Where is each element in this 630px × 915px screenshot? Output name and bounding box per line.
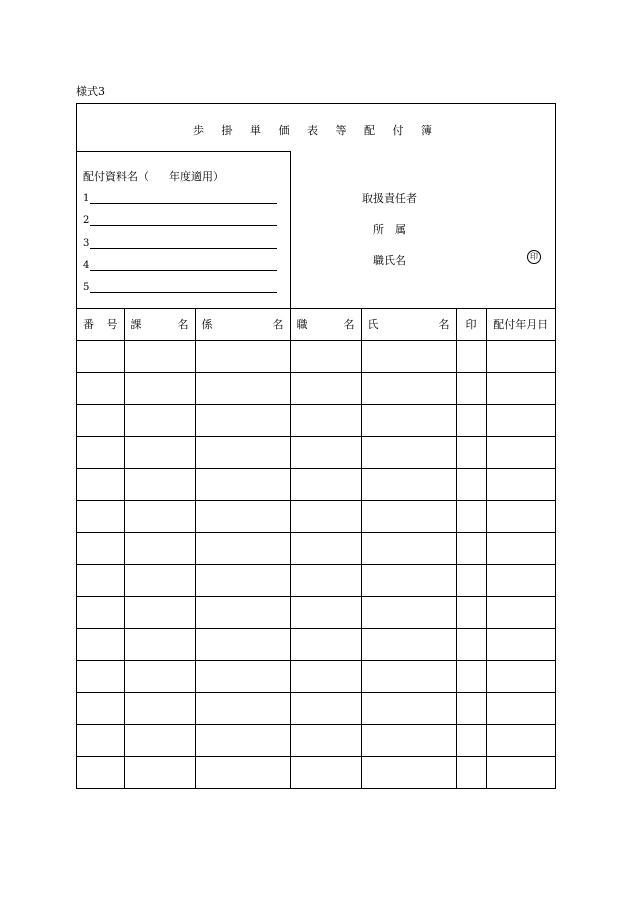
table-cell[interactable] (124, 437, 195, 469)
table-cell[interactable] (124, 725, 195, 757)
table-cell[interactable] (456, 405, 486, 437)
form-frame (76, 103, 556, 789)
document-title: 歩 掛 単 価 表 等 配 付 簿 (193, 124, 439, 137)
table-cell[interactable] (486, 565, 555, 597)
table-cell[interactable] (124, 693, 195, 725)
material-line-number: 3 (83, 238, 90, 249)
table-cell[interactable] (456, 629, 486, 661)
table-cell[interactable] (77, 341, 124, 373)
table-cell[interactable] (77, 533, 124, 565)
table-row (77, 501, 555, 533)
table-cell[interactable] (290, 405, 361, 437)
column-header-section: 課 名 (124, 308, 195, 341)
table-cell[interactable] (77, 661, 124, 693)
material-line-4[interactable] (83, 257, 277, 271)
table-cell[interactable] (486, 373, 555, 405)
distribution-register-table (77, 308, 555, 788)
table-cell[interactable] (124, 597, 195, 629)
table-cell[interactable] (77, 437, 124, 469)
table-row (77, 373, 555, 405)
table-cell[interactable] (456, 757, 486, 789)
table-cell[interactable] (361, 341, 456, 373)
table-row (77, 693, 555, 725)
table-cell[interactable] (124, 469, 195, 501)
table-row (77, 629, 555, 661)
column-header-unit: 係 名 (195, 308, 290, 341)
table-cell[interactable] (77, 565, 124, 597)
table-header-row (77, 308, 555, 341)
table-cell[interactable] (456, 501, 486, 533)
table-cell[interactable] (195, 341, 290, 373)
table-row (77, 565, 555, 597)
material-line-3[interactable] (83, 235, 277, 249)
table-cell[interactable] (486, 437, 555, 469)
table-cell[interactable] (456, 437, 486, 469)
table-cell[interactable] (290, 661, 361, 693)
table-cell[interactable] (456, 725, 486, 757)
table-cell[interactable] (361, 469, 456, 501)
table-cell[interactable] (361, 373, 456, 405)
table-cell[interactable] (124, 661, 195, 693)
table-cell[interactable] (290, 501, 361, 533)
table-cell[interactable] (195, 533, 290, 565)
table-cell[interactable] (486, 533, 555, 565)
distribution-material-label: 配付資料名（ 年度適用） (83, 170, 224, 183)
table-cell[interactable] (77, 725, 124, 757)
column-header-name: 氏 名 (361, 308, 456, 341)
table-cell[interactable] (486, 661, 555, 693)
table-row (77, 533, 555, 565)
table-cell[interactable] (290, 373, 361, 405)
table-cell[interactable] (77, 597, 124, 629)
table-cell[interactable] (361, 437, 456, 469)
table-cell[interactable] (486, 757, 555, 789)
table-cell[interactable] (486, 405, 555, 437)
table-row (77, 725, 555, 757)
table-cell[interactable] (77, 693, 124, 725)
column-header-position: 職 名 (290, 308, 361, 341)
table-cell[interactable] (456, 533, 486, 565)
table-cell[interactable] (290, 597, 361, 629)
table-cell[interactable] (124, 533, 195, 565)
table-cell[interactable] (486, 469, 555, 501)
table-cell[interactable] (124, 501, 195, 533)
title-name-label: 職氏名 (373, 254, 406, 267)
table-cell[interactable] (124, 405, 195, 437)
material-line-number: 5 (83, 282, 90, 293)
table-row (77, 437, 555, 469)
table-cell[interactable] (290, 693, 361, 725)
table-cell[interactable] (195, 757, 290, 789)
table-cell[interactable] (361, 501, 456, 533)
table-cell[interactable] (456, 693, 486, 725)
table-cell[interactable] (290, 565, 361, 597)
material-line-1[interactable] (83, 190, 277, 204)
table-cell[interactable] (361, 405, 456, 437)
table-cell[interactable] (124, 341, 195, 373)
table-cell[interactable] (456, 341, 486, 373)
table-cell[interactable] (290, 725, 361, 757)
table-cell[interactable] (124, 373, 195, 405)
material-line-number: 2 (83, 215, 90, 226)
table-cell[interactable] (290, 757, 361, 789)
table-cell[interactable] (195, 469, 290, 501)
table-cell[interactable] (456, 469, 486, 501)
table-cell[interactable] (456, 597, 486, 629)
table-row (77, 405, 555, 437)
seal-mark-icon: 印 (527, 250, 541, 264)
table-cell[interactable] (361, 757, 456, 789)
table-cell[interactable] (361, 533, 456, 565)
responsible-person-heading: 取扱責任者 (362, 192, 417, 205)
table-cell[interactable] (195, 693, 290, 725)
material-line-number: 1 (83, 193, 90, 204)
table-cell[interactable] (361, 629, 456, 661)
table-cell[interactable] (456, 565, 486, 597)
table-cell[interactable] (361, 565, 456, 597)
table-cell[interactable] (456, 373, 486, 405)
table-row (77, 341, 555, 373)
table-cell[interactable] (124, 629, 195, 661)
table-cell[interactable] (77, 469, 124, 501)
table-cell[interactable] (77, 629, 124, 661)
table-cell[interactable] (77, 501, 124, 533)
table-cell[interactable] (195, 405, 290, 437)
table-row (77, 597, 555, 629)
table-cell[interactable] (486, 501, 555, 533)
table-cell[interactable] (290, 469, 361, 501)
column-header-seal: 印 (456, 308, 486, 341)
table-cell[interactable] (361, 693, 456, 725)
table-cell[interactable] (195, 373, 290, 405)
table-cell[interactable] (195, 661, 290, 693)
column-header-number: 番 号 (77, 308, 124, 341)
table-row (77, 661, 555, 693)
department-label: 所 属 (373, 223, 406, 236)
distribution-material-box (77, 151, 291, 308)
table-row (77, 757, 555, 789)
table-cell[interactable] (486, 693, 555, 725)
table-row (77, 469, 555, 501)
table-cell[interactable] (456, 661, 486, 693)
table-cell[interactable] (361, 661, 456, 693)
form-number-label: 様式3 (76, 85, 105, 98)
table-cell[interactable] (486, 341, 555, 373)
material-line-5[interactable] (83, 279, 277, 293)
table-cell[interactable] (486, 725, 555, 757)
table-cell[interactable] (290, 629, 361, 661)
table-cell[interactable] (290, 533, 361, 565)
table-cell[interactable] (195, 629, 290, 661)
table-cell[interactable] (195, 725, 290, 757)
table-cell[interactable] (77, 757, 124, 789)
table-cell[interactable] (124, 757, 195, 789)
table-cell[interactable] (361, 597, 456, 629)
table-cell[interactable] (195, 597, 290, 629)
table-cell[interactable] (77, 373, 124, 405)
material-line-number: 4 (83, 260, 90, 271)
table-cell[interactable] (361, 725, 456, 757)
table-cell[interactable] (77, 405, 124, 437)
table-cell[interactable] (486, 629, 555, 661)
table-cell[interactable] (124, 565, 195, 597)
table-cell[interactable] (486, 597, 555, 629)
table-cell[interactable] (290, 437, 361, 469)
table-cell[interactable] (195, 501, 290, 533)
table-cell[interactable] (195, 565, 290, 597)
table-cell[interactable] (195, 437, 290, 469)
material-line-2[interactable] (83, 212, 277, 226)
column-header-date: 配付年月日 (486, 308, 555, 341)
table-cell[interactable] (290, 341, 361, 373)
